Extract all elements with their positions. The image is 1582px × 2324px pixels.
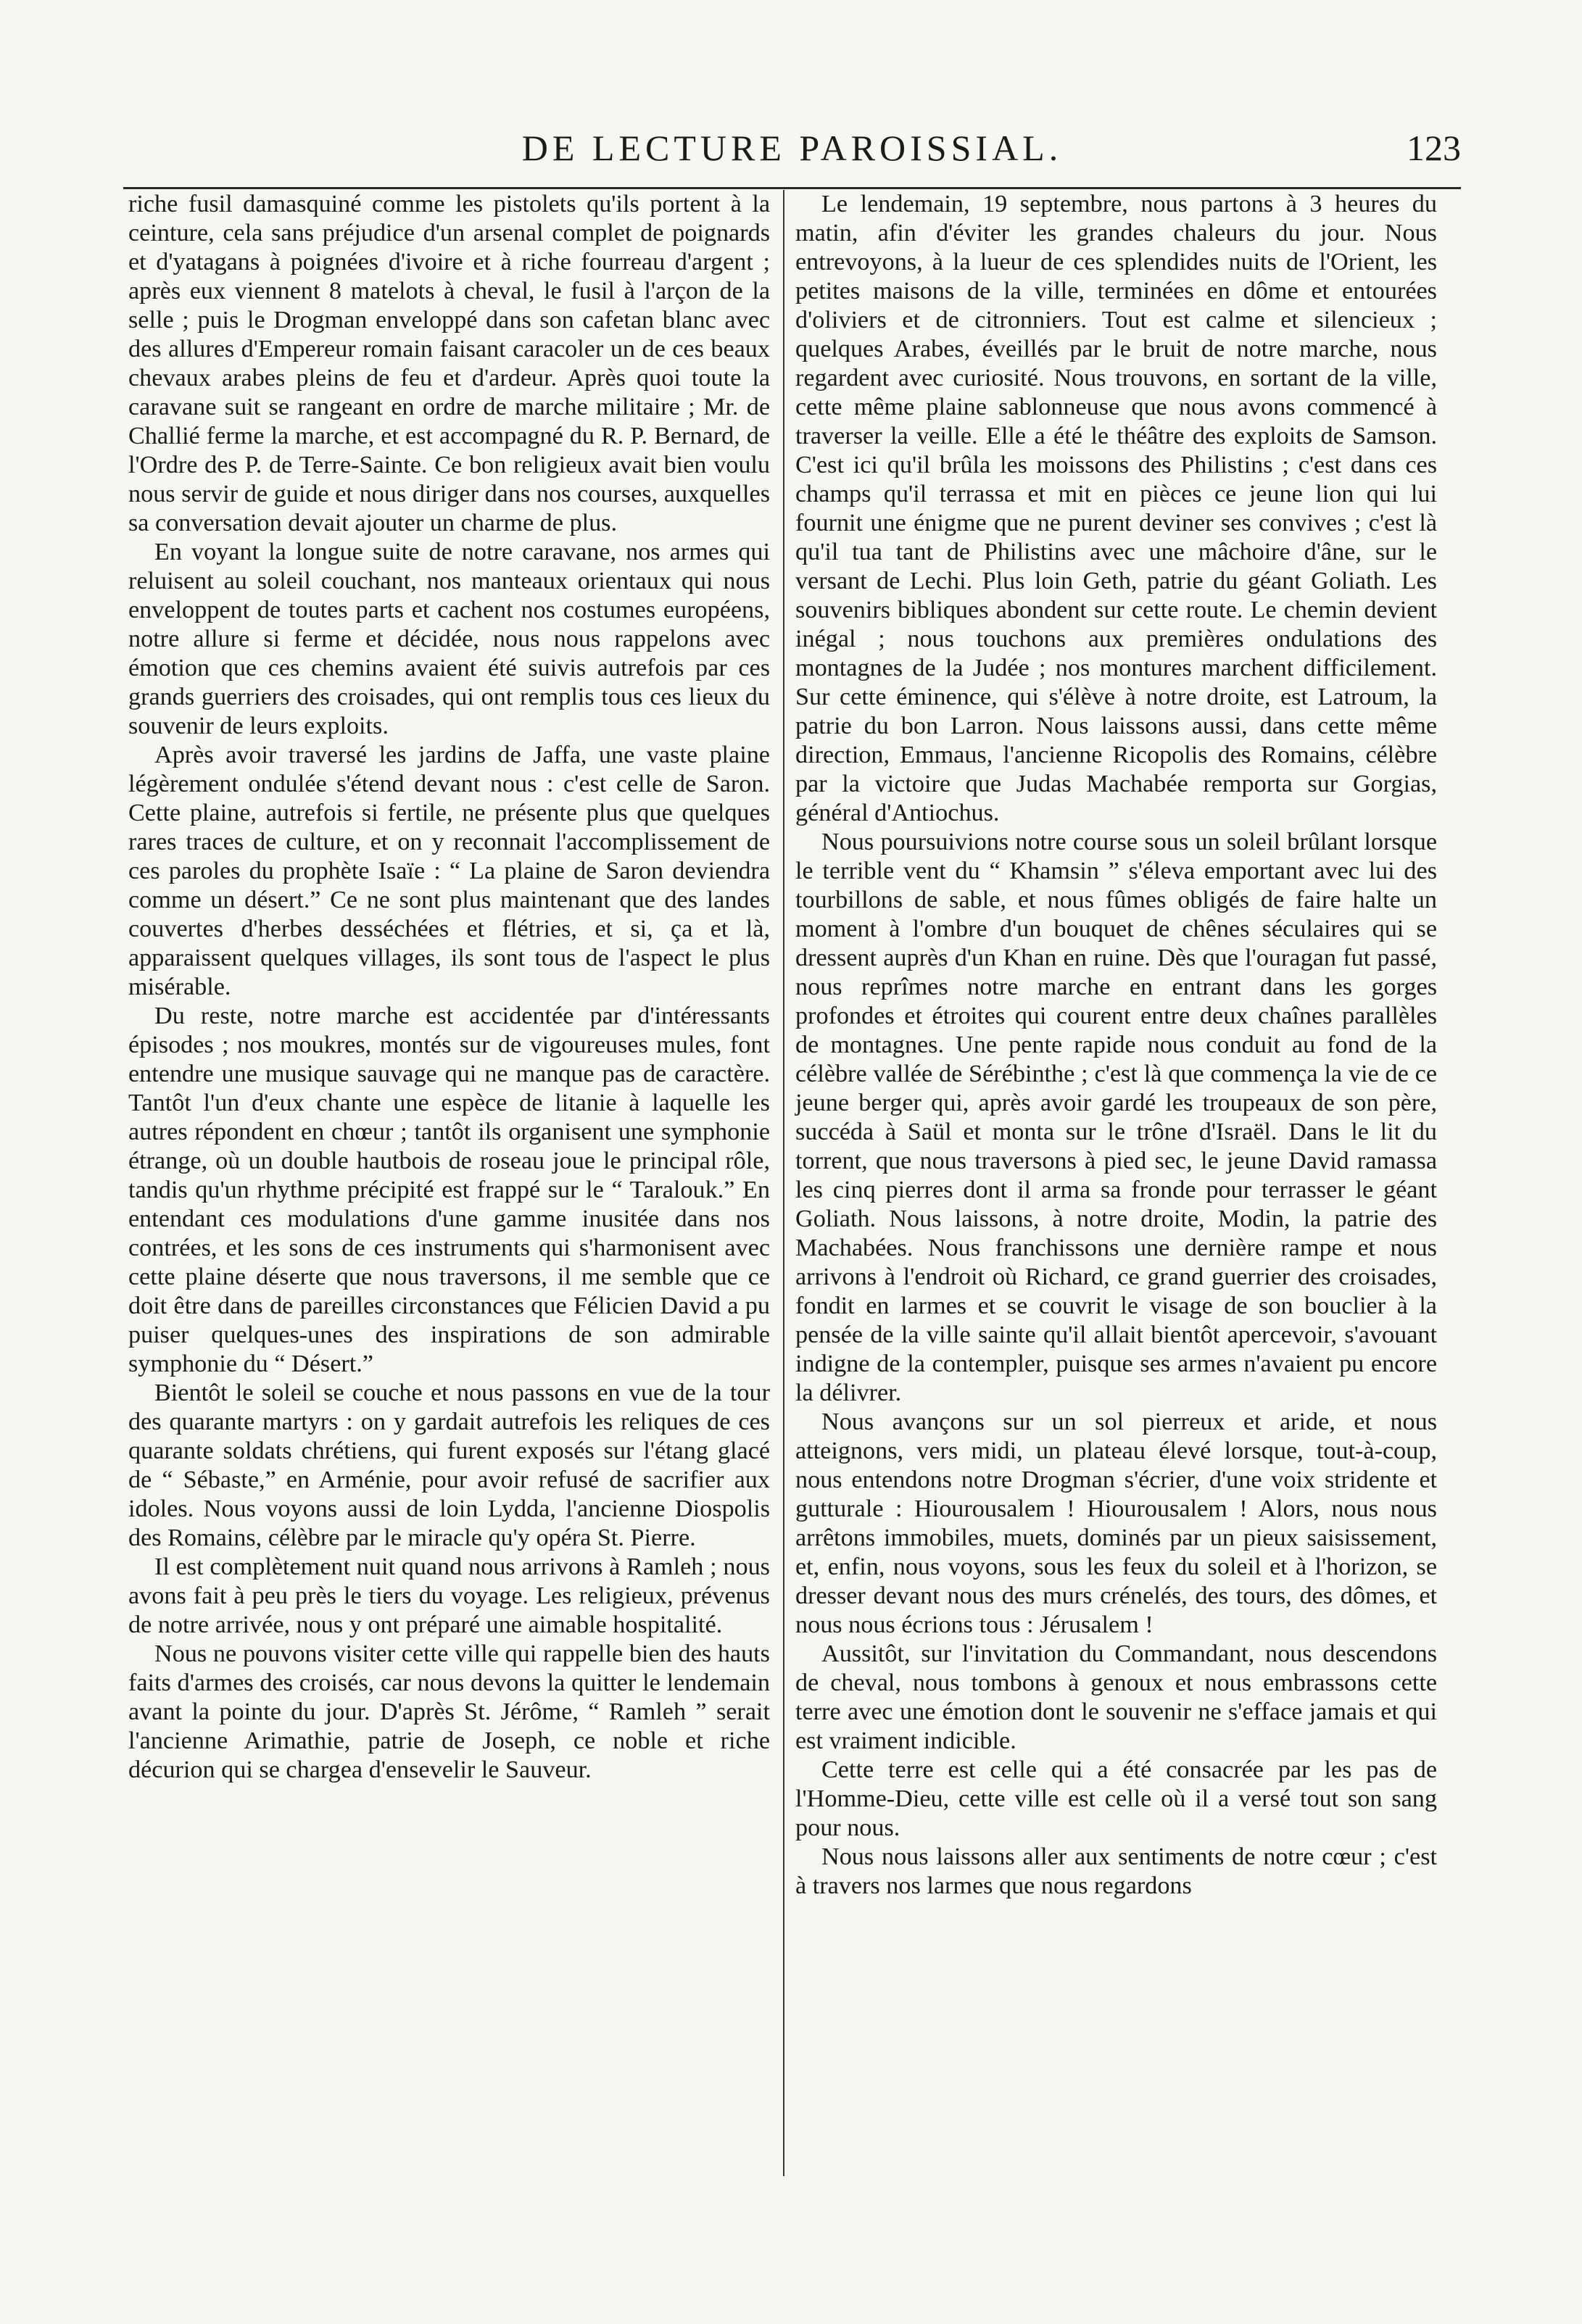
paragraph: Aussitôt, sur l'invitation du Commandant, nous descendons de cheval, nous tombons à genoux et nous embrassons cette terre avec une émotion dont le souvenir ne s'efface jamais et qui est vraiment indicible. [795, 1640, 1437, 1754]
paragraph: Bientôt le soleil se couche et nous passons en vue de la tour des quarante martyrs : on y gardait autrefois les reliques de ces quarante soldats chrétiens, qui furent exposés sur l'étang glacé de “ Sébaste,” en Arménie, pour avoir refusé de sacrifier aux idoles. Nous voyons aussi de loin Lydda, l'ancienne Diospolis des Romains, célèbre par le miracle qu'y opéra St. Pierre. [128, 1379, 770, 1551]
column-divider [783, 190, 784, 2176]
header-rule [123, 187, 1461, 189]
paragraph: Nous nous laissons aller aux sentiments de notre cœur ; c'est à travers nos larmes que nous regardons [795, 1843, 1437, 1899]
paragraph: Il est complètement nuit quand nous arrivons à Ramleh ; nous avons fait à peu près le tiers du voyage. Les religieux, prévenus de notre arrivée, nous y ont préparé une aimable hospitalité. [128, 1553, 770, 1638]
paragraph: Après avoir traversé les jardins de Jaffa, une vaste plaine légèrement ondulée s'étend devant nous : c'est celle de Saron. Cette plaine, autrefois si fertile, ne présente plus que quelques rares traces de culture, et on y reconnait l'accomplissement de ces paroles du prophète Isaïe : “ La plaine de Saron deviendra comme un désert.” Ce ne sont plus maintenant que des landes couvertes d'herbes desséchées et flétries, et si, ça et là, apparaissent quelques villages, ils sont tous de l'aspect le plus misérable. [128, 742, 770, 1000]
paragraph: En voyant la longue suite de notre caravane, nos armes qui reluisent au soleil couchant, nos manteaux orientaux qui nous enveloppent de toutes parts et cachent nos costumes européens, notre allure si ferme et décidée, nous nous rappelons avec émotion que ces chemins avaient été suivis autrefois par ces grands guerriers des croisades, qui ont remplis tous ces lieux du souvenir de leurs exploits. [128, 539, 770, 739]
page-number: 123 [1407, 128, 1461, 168]
running-title: DE LECTURE PAROISSIAL. [521, 128, 1063, 168]
paragraph: Nous ne pouvons visiter cette ville qui rappelle bien des hauts faits d'armes des croisés, car nous devons la quitter le lendemain avant la pointe du jour. D'après St. Jérôme, “ Ramleh ” serait l'ancienne Arimathie, patrie de Joseph, ce noble et riche décurion qui se chargea d'ensevelir le Sauveur. [128, 1640, 770, 1783]
paragraph: Nous avançons sur un sol pierreux et aride, et nous atteignons, vers midi, un plateau élevé lorsque, tout-à-coup, nous entendons notre Drogman s'écrier, d'une voix stridente et gutturale : Hiourousalem ! Hiourousalem ! Alors, nous nous arrêtons immobiles, muets, dominés par un pieux saisissement, et, enfin, nous voyons, sous les feux du soleil et à l'horizon, se dresser devant nous des murs crénelés, des tours, des dômes, et nous nous écrions tous : Jérusalem ! [795, 1408, 1437, 1638]
paragraph: Cette terre est celle qui a été consacrée par les pas de l'Homme-Dieu, cette ville est celle où il a versé tout son sang pour nous. [795, 1756, 1437, 1841]
right-column [795, 190, 1437, 1901]
page-header [123, 127, 1461, 178]
left-column [128, 190, 770, 1785]
paragraph: Nous poursuivions notre course sous un soleil brûlant lorsque le terrible vent du “ Khamsin ” s'éleva emportant avec lui des tourbillons de sable, et nous fûmes obligés de faire halte un moment à l'ombre d'un bouquet de chênes séculaires qui se dressent auprès d'un Khan en ruine. Dès que l'ouragan fut passé, nous reprîmes notre marche en entrant dans les gorges profondes et étroites qui courent entre deux chaînes parallèles de montagnes. Une pente rapide nous conduit au fond de la célèbre vallée de Sérébinthe ; c'est là que commença la vie de ce jeune berger qui, après avoir gardé les troupeaux de son père, succéda à Saül et monta sur le trône d'Israël. Dans le lit du torrent, que nous traversons à pied sec, le jeune David ramassa les cinq pierres dont il arma sa fronde pour terrasser le géant Goliath. Nous laissons, à notre droite, Modin, la patrie des Machabées. Nous franchissons une dernière rampe et nous arrivons à l'endroit où Richard, ce grand guerrier des croisades, fondit en larmes et se couvrit le visage de son bouclier à la pensée de la ville sainte qu'il allait bientôt apercevoir, s'avouant indigne de la contempler, puisque ses armes n'avaient pu encore la délivrer. [795, 829, 1437, 1406]
paragraph: Du reste, notre marche est accidentée par d'intéressants épisodes ; nos moukres, montés sur de vigoureuses mules, font entendre une musique sauvage qui ne manque pas de caractère. Tantôt l'un d'eux chante une espèce de litanie à laquelle les autres répondent en chœur ; tantôt ils organisent une symphonie étrange, où un double hautbois de roseau joue le principal rôle, tandis qu'un rhythme précipité est frappé sur le “ Taralouk.” En entendant ces modulations d'une gamme inusitée dans nos contrées, et les sons de ces instruments qui s'harmonisent avec cette plaine déserte que nous traversons, il me semble que ce doit être dans de pareilles circonstances que Félicien David a pu puiser quelques-unes des inspirations de son admirable symphonie du “ Désert.” [128, 1003, 770, 1377]
paragraph: riche fusil damasquiné comme les pistolets qu'ils portent à la ceinture, cela sans préjudice d'un arsenal complet de poignards et d'yatagans à poignées d'ivoire et à riche fourreau d'argent ; après eux viennent 8 matelots à cheval, le fusil à l'arçon de la selle ; puis le Drogman enveloppé dans son cafetan blanc avec des allures d'Empereur romain faisant caracoler un de ces beaux chevaux arabes pleins de feu et d'ardeur. Après quoi toute la caravane suit se rangeant en ordre de marche militaire ; Mr. de Challié ferme la marche, et est accompagné du R. P. Bernard, de l'Ordre des P. de Terre-Sainte. Ce bon religieux avait bien voulu nous servir de guide et nous diriger dans nos courses, auxquelles sa conversation devait ajouter un charme de plus. [128, 191, 770, 536]
paragraph: Le lendemain, 19 septembre, nous partons à 3 heures du matin, afin d'éviter les grandes chaleurs du jour. Nous entrevoyons, à la lueur de ces splendides nuits de l'Orient, les petites maisons de la ville, terminées en dôme et entourées d'oliviers et de citronniers. Tout est calme et silencieux ; quelques Arabes, éveillés par le bruit de notre marche, nous regardent avec curiosité. Nous trouvons, en sortant de la ville, cette même plaine sablonneuse que nous avons commencé à traverser la veille. Elle a été le théâtre des exploits de Samson. C'est ici qu'il brûla les moissons des Philistins ; c'est dans ces champs qu'il terrassa et mit en pièces ce jeune lion qui lui fournit une énigme que ne purent deviner ses convives ; c'est là qu'il tua tant de Philistins avec une mâchoire d'âne, sur le versant de Lechi. Plus loin Geth, patrie du géant Goliath. Les souvenirs bibliques abondent sur cette route. Le chemin devient inégal ; nous touchons aux premières ondulations des montagnes de la Judée ; nos montures marchent difficilement. Sur cette éminence, qui s'élève à notre droite, est Latroum, la patrie du bon Larron. Nous laissons aussi, dans cette même direction, Emmaus, l'ancienne Ricopolis des Romains, célèbre par la victoire que Judas Machabée remporta sur Gorgias, général d'Antiochus. [795, 191, 1437, 826]
